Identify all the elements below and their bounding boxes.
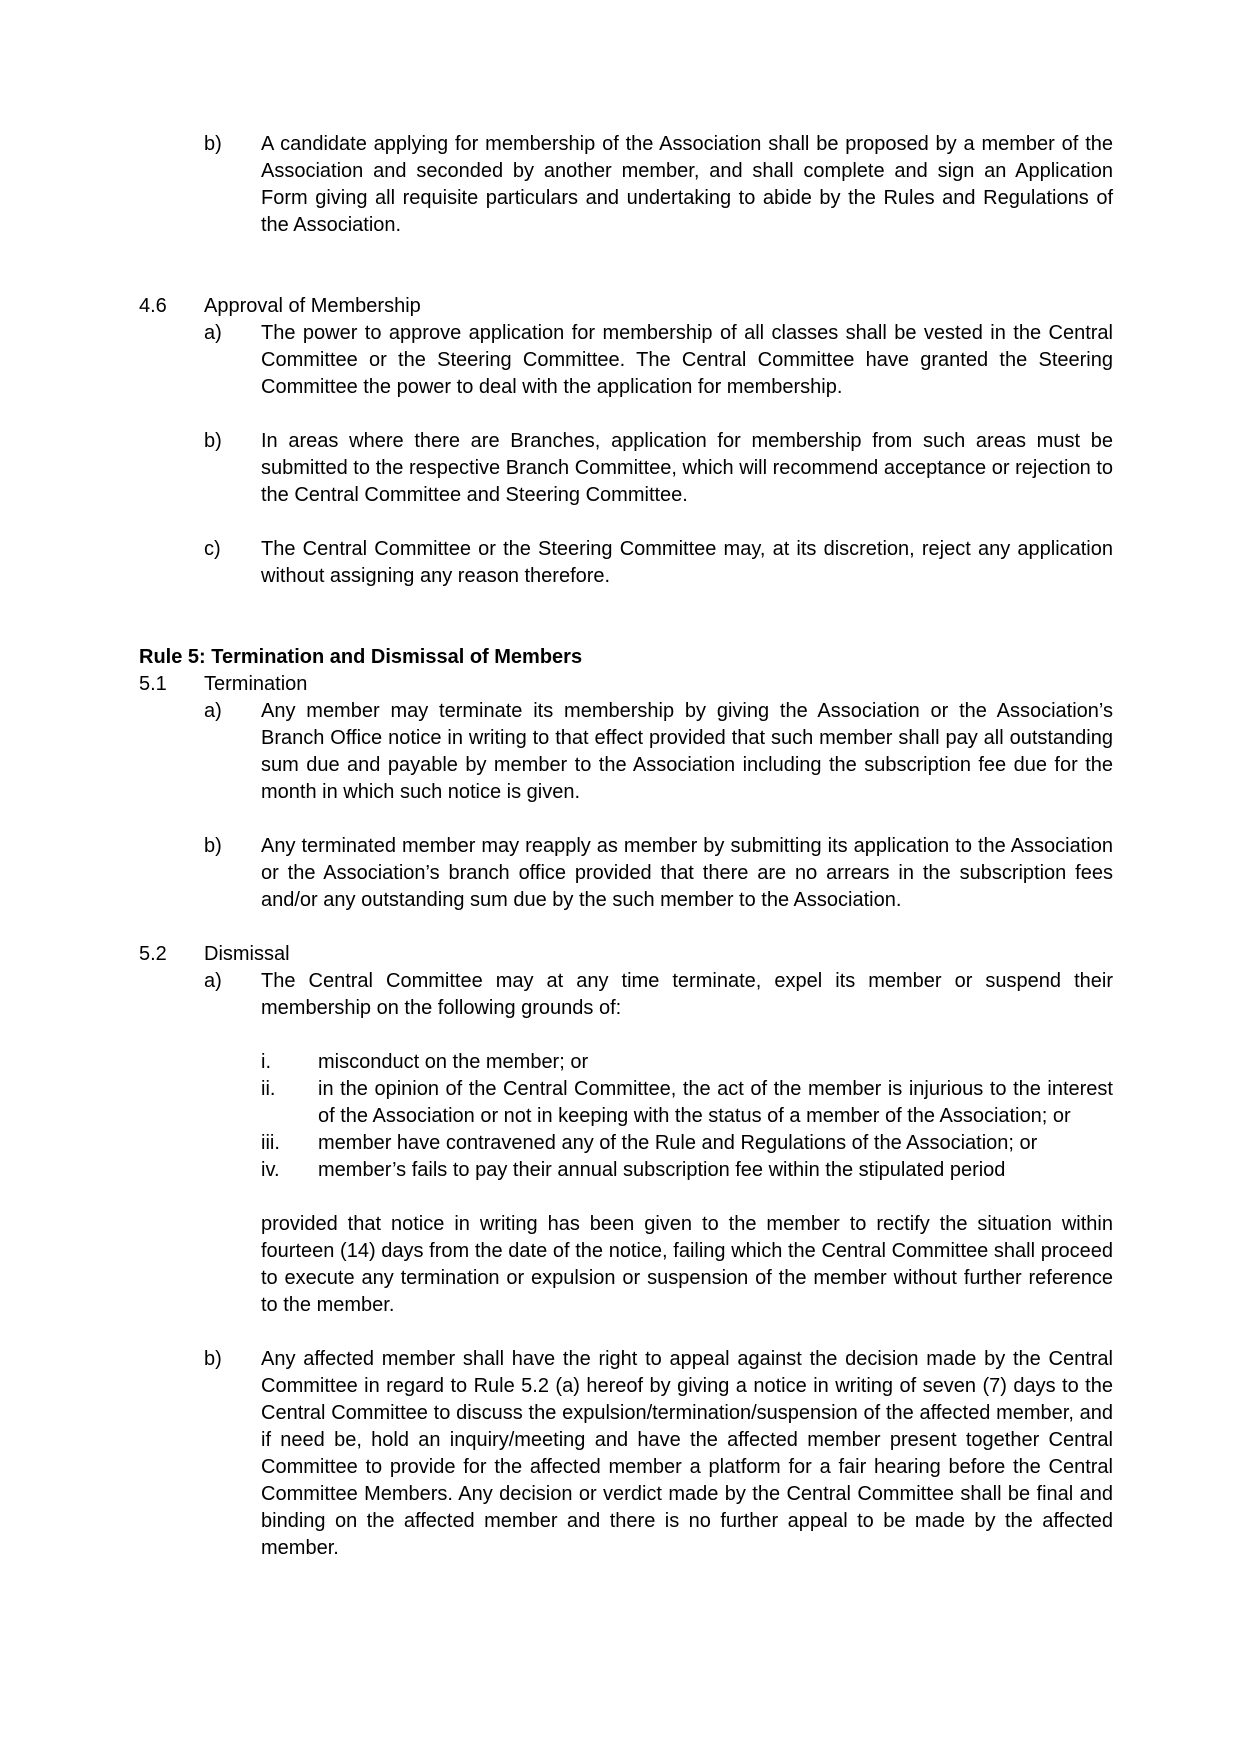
list-item-branch-applications (204, 428, 1113, 509)
list-marker: c) (204, 538, 221, 560)
proviso-paragraph: provided that notice in writing has been given to the member to rectify the situation within fourteen (14) days from the date of the notice, failing which the Central Committee shall proceed to execute any termination or expulsion or suspension of the member without further reference to the member. (261, 1213, 1113, 1316)
list-item-text: Any member may terminate its membership by giving the Association or the Association’s Branch Office notice in writing to that effect provided that such member shall pay all outstanding sum due and payable by member to the Association including the subscription fee due for the month in which such notice is given. (261, 700, 1113, 803)
roman-marker: iii. (261, 1132, 280, 1154)
list-item-text: The Central Committee may at any time terminate, expel its member or suspend their membership on the following grounds of: (261, 970, 1113, 1019)
section-title: Termination (204, 673, 308, 695)
ground-text: in the opinion of the Central Committee, the act of the member is injurious to the interest of the Association or not in keeping with the status of a member of the Association; or (318, 1078, 1113, 1127)
roman-marker: ii. (261, 1078, 276, 1100)
section-heading-5-2 (139, 941, 1113, 968)
list-marker: b) (204, 133, 222, 155)
ground-item-injurious-act (261, 1076, 1113, 1130)
ground-item-unpaid-fee (261, 1157, 1113, 1184)
section-number: 4.6 (139, 295, 167, 317)
list-item-candidate-proposal (204, 131, 1113, 239)
list-marker: a) (204, 322, 222, 344)
section-number: 5.1 (139, 673, 167, 695)
ground-text: member’s fails to pay their annual subscription fee within the stipulated period (318, 1159, 1006, 1181)
section-title: Approval of Membership (204, 295, 421, 317)
ground-text: misconduct on the member; or (318, 1051, 589, 1073)
list-item-text: The power to approve application for membership of all classes shall be vested in the Central Committee or the Steering Committee. The Central Committee have granted the Steering Committee the power to deal with the application for membership. (261, 322, 1113, 398)
list-item-dismissal-grounds (204, 968, 1113, 1319)
list-item-text: Any affected member shall have the right to appeal against the decision made by the Central Committee in regard to Rule 5.2 (a) hereof by giving a notice in writing of seven (7) days to the Central Committee to discuss the expulsion/termination/suspension of the affected member, and if need be, hold an inquiry/meeting and have the affected member present together Central Committee to provide for the affected member a platform for a fair hearing before the Central Committee Members. Any decision or verdict made by the Central Committee shall be final and binding on the affected member and there is no further appeal to be made by the affected member. (261, 1348, 1113, 1559)
list-marker: b) (204, 430, 222, 452)
list-marker: a) (204, 970, 222, 992)
list-item-rejection-discretion (204, 536, 1113, 590)
list-item-member-reapply (204, 833, 1113, 914)
section-title: Dismissal (204, 943, 290, 965)
rule-5-heading: Rule 5: Termination and Dismissal of Members (139, 646, 583, 668)
list-item-member-termination (204, 698, 1113, 806)
list-item-appeal-right (204, 1346, 1113, 1562)
roman-marker: i. (261, 1051, 271, 1073)
roman-marker: iv. (261, 1159, 280, 1181)
section-heading-4-6 (139, 293, 1113, 320)
list-marker: b) (204, 835, 222, 857)
section-heading-5-1 (139, 671, 1113, 698)
ground-text: member have contravened any of the Rule and Regulations of the Association; or (318, 1132, 1038, 1154)
list-item-text: In areas where there are Branches, application for membership from such areas must be submitted to the respective Branch Committee, which will recommend acceptance or rejection to the Central Committee and Steering Committee. (261, 430, 1113, 506)
list-marker: b) (204, 1348, 222, 1370)
section-number: 5.2 (139, 943, 167, 965)
list-item-body (261, 968, 1113, 1319)
list-item-approval-power (204, 320, 1113, 401)
ground-item-misconduct (261, 1049, 1113, 1076)
list-item-text: A candidate applying for membership of the Association shall be proposed by a member of the Association and seconded by another member, and shall complete and sign an Application Form giving all requisite particulars and undertaking to abide by the Rules and Regulations of the Association. (261, 133, 1113, 236)
ground-item-contravened-rules (261, 1130, 1113, 1157)
list-marker: a) (204, 700, 222, 722)
list-item-text: The Central Committee or the Steering Committee may, at its discretion, reject any application without assigning any reason therefore. (261, 538, 1113, 587)
list-item-text: Any terminated member may reapply as member by submitting its application to the Association or the Association’s branch office provided that there are no arrears in the subscription fees and/or any outstanding sum due by the such member to the Association. (261, 835, 1113, 911)
